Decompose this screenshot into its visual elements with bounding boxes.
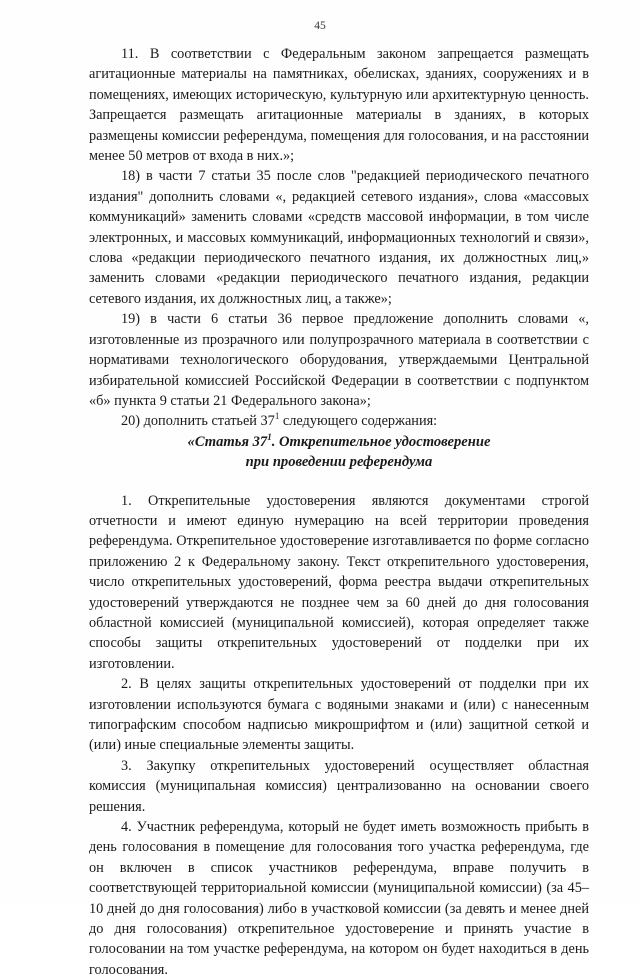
amendment-20-text: 20) дополнить статьей 37 — [121, 413, 275, 430]
page-number: 45 — [314, 20, 326, 32]
article-heading-title: . Открепительное удостоверение — [271, 433, 491, 450]
article-heading-prefix: «Статья 37 — [187, 433, 268, 450]
paragraph-amendment-20 — [89, 411, 589, 431]
amendment-20-text-tail: следующего содержания: — [279, 413, 438, 430]
paragraph-item-11: 11. В соответствии с Федеральным законом запрещается размещать агитационные материалы на памятниках, обелисках, зданиях, сооружениях и в помещениях, имеющих историческую, культурную или архитектурную ценность. Запрещается размещать агитационные материалы в зданиях, в которых размещены комиссии референдума, помещения для голосования, и на расстоянии менее 50 метров от входа в них.»; — [89, 46, 589, 165]
article-paragraph-1: 1. Открепительные удостоверения являются документами строгой отчетности и имеют единую нумерацию на всей территории проведения референдума. Открепительное удостоверение изготавливается по форме согласно приложению 2 к Федеральному закону. Текст открепительного удостоверения, число открепительных удостоверений, форма реестра выдачи открепительных удостоверений утверждаются не позднее чем за 60 дней до дня голосования областной комиссией (муниципальной комиссией), которая определяет также способы защиты открепительных удостоверений от подделки при их изготовлении. — [89, 492, 589, 672]
article-heading-line1 — [89, 432, 589, 452]
paragraph-amendment-18: 18) в части 7 статьи 35 после слов "редакцией периодического печатного издания" дополнить словами «, редакцией сетевого издания», слова «массовых коммуникаций» заменить словами «средств массовой информации, в том числе электронных, и массовых коммуникаций, информационных технологий и связи», слова «редакции периодического печатного издания, их должностных лиц,» заменить словами «редакции периодического печатного издания, редакции сетевого издания, их должностных лиц, а также»; — [89, 168, 589, 307]
article-heading-line2: при проведении референдума — [245, 454, 433, 471]
amendment-20-superscript: 1 — [274, 411, 280, 422]
spacer — [89, 473, 589, 491]
article-heading-superscript: 1 — [267, 431, 272, 442]
document-body — [89, 44, 589, 980]
paragraph-amendment-19: 19) в части 6 статьи 36 первое предложение дополнить словами «, изготовленные из прозрачного или полупрозрачного материала в соответствии с нормативами технологического оборудования, утверждаемыми Центральной избирательной комиссией Российской Федерации в соответствии с подпунктом «б» пункта 9 статьи 21 Федерального закона»; — [89, 311, 589, 409]
article-paragraph-2: 2. В целях защиты открепительных удостоверений от подделки при их изготовлении используются бумага с водяными знаками и (или) с нанесенным типографским способом надписью микрошрифтом и (или) защитной сеткой и (или) иные специальные элементы защиты. — [89, 676, 589, 754]
article-paragraph-4: 4. Участник референдума, который не будет иметь возможность прибыть в день голосования в помещение для голосования того участка референдума, где он включен в список участников референдума, вправе получить в соответствующей территориальной комиссии (муниципальной комиссии) (за 45–10 дней до дня голосования) либо в участковой комиссии (за девять и менее дней до дня голосования) открепительное удостоверение и принять участие в голосовании на том участке референдума, на котором он будет находиться в день голосования. — [89, 819, 589, 978]
article-paragraph-3: 3. Закупку открепительных удостоверений осуществляет областная комиссия (муниципальная комиссия) централизованно на основании своего решения. — [89, 757, 589, 815]
